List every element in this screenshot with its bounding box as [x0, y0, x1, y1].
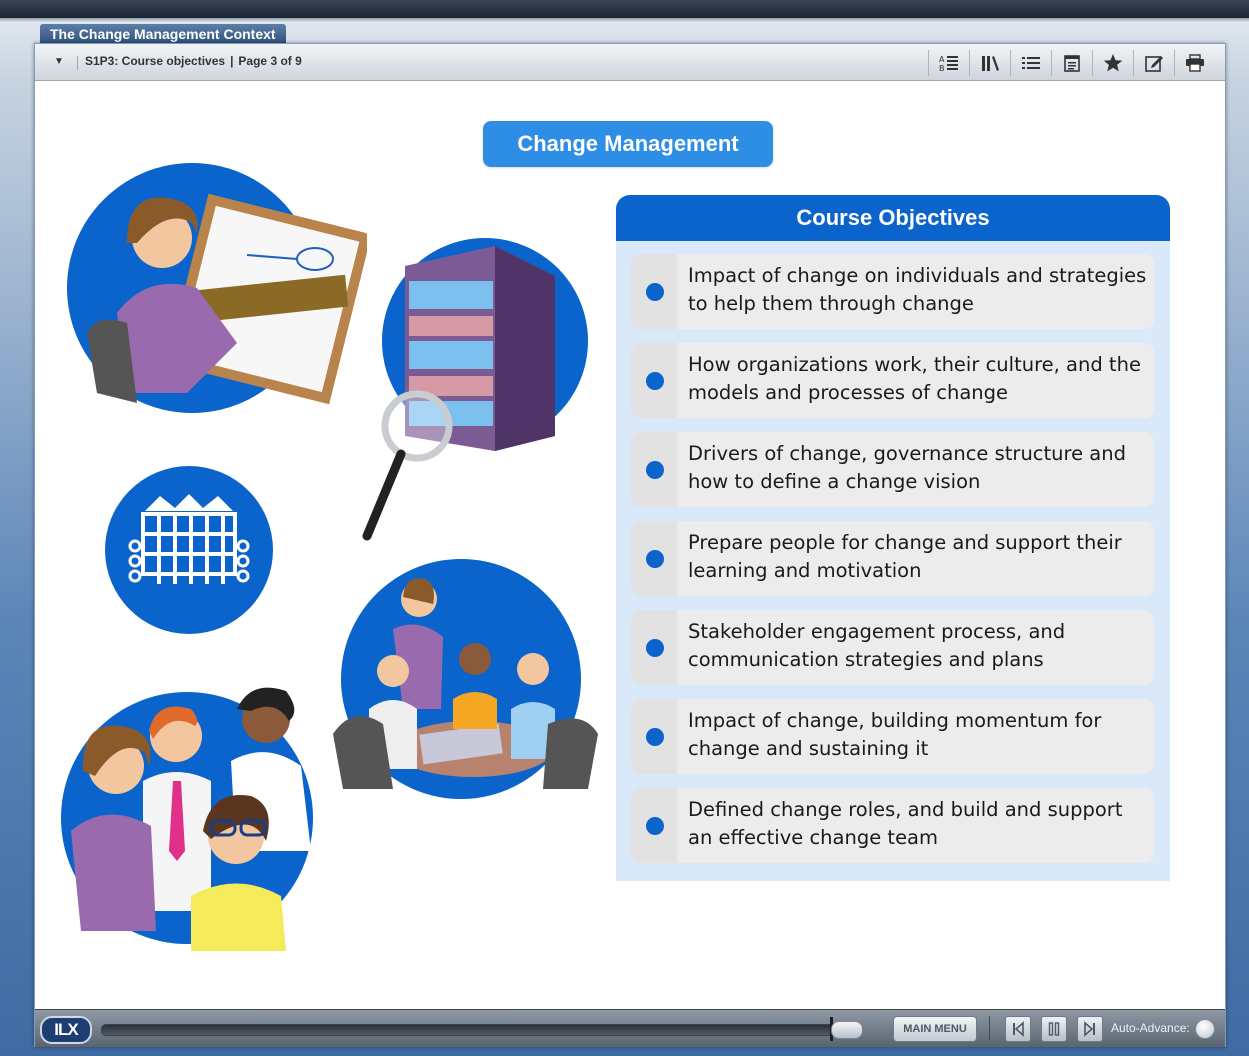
notes-edit-icon[interactable] — [1133, 50, 1174, 76]
objective-item — [631, 788, 1154, 863]
bookmark-star-icon[interactable] — [1092, 50, 1133, 76]
top-bar — [0, 0, 1249, 18]
bottom-control-bar — [35, 1009, 1225, 1047]
glossary-icon[interactable] — [928, 50, 969, 76]
auto-advance-toggle[interactable] — [1195, 1019, 1215, 1039]
bullet-dot-icon — [646, 461, 664, 479]
contents-list-icon[interactable] — [1010, 50, 1051, 76]
module-title-tab: The Change Management Context — [40, 24, 286, 44]
objective-text: Impact of change, building momentum for change and sustaining it — [688, 709, 1102, 760]
bottom-separator — [989, 1016, 990, 1040]
objective-item — [631, 343, 1154, 418]
meeting-illustration — [333, 559, 603, 799]
course-frame — [34, 43, 1226, 1047]
objective-text: How organizations work, their culture, and the models and processes of change — [688, 353, 1141, 404]
print-icon[interactable] — [1174, 50, 1215, 76]
next-page-button[interactable] — [1077, 1016, 1103, 1042]
page-info: S1P3: Course objectives | Page 3 of 9 — [85, 54, 302, 68]
previous-icon — [1006, 1017, 1030, 1041]
page-code: S1P3: Course objectives — [85, 54, 226, 68]
pause-button[interactable] — [1041, 1016, 1067, 1042]
header-separator — [77, 56, 78, 70]
auto-advance-label: Auto-Advance: — [1111, 1021, 1190, 1035]
objective-text: Prepare people for change and support their learning and motivation — [688, 531, 1122, 582]
objective-item — [631, 610, 1154, 685]
portcullis-emblem-illustration — [105, 466, 273, 634]
library-icon[interactable] — [969, 50, 1010, 76]
team-illustration — [61, 681, 321, 951]
bullet-dot-icon — [646, 728, 664, 746]
svg-text:B: B — [939, 64, 945, 73]
progress-slider-handle[interactable] — [831, 1021, 863, 1039]
page-indicator: Page 3 of 9 — [238, 54, 302, 68]
bullet-dot-icon — [646, 817, 664, 835]
previous-page-button[interactable] — [1005, 1016, 1031, 1042]
ilx-logo: ILX — [40, 1016, 92, 1044]
page-title: Change Management — [483, 121, 773, 167]
objectives-heading: Course Objectives — [616, 195, 1170, 241]
svg-text:A: A — [939, 55, 945, 64]
page-dropdown-toggle[interactable]: ▼ — [54, 56, 64, 67]
objective-item — [631, 254, 1154, 329]
toolbar — [928, 50, 1215, 76]
content-area — [35, 81, 1225, 1009]
objectives-panel — [616, 195, 1170, 881]
objective-text: Impact of change on individuals and strategies to help them through change — [688, 264, 1147, 315]
next-icon — [1078, 1017, 1102, 1041]
objective-item — [631, 521, 1154, 596]
objective-item — [631, 432, 1154, 507]
objective-text: Drivers of change, governance structure and how to define a change vision — [688, 442, 1126, 493]
objective-text: Defined change roles, and build and support an effective change team — [688, 798, 1123, 849]
objective-text: Stakeholder engagement process, and communication strategies and plans — [688, 620, 1066, 671]
bullet-dot-icon — [646, 550, 664, 568]
building-illustration — [345, 236, 595, 561]
bullet-dot-icon — [646, 372, 664, 390]
main-menu-button[interactable]: MAIN MENU — [893, 1016, 977, 1042]
notepad-icon[interactable] — [1051, 50, 1092, 76]
objective-item — [631, 699, 1154, 774]
progress-track[interactable] — [101, 1024, 863, 1036]
bullet-dot-icon — [646, 639, 664, 657]
header-bar — [35, 44, 1225, 81]
bullet-dot-icon — [646, 283, 664, 301]
designer-illustration — [67, 163, 367, 413]
pause-icon — [1042, 1017, 1066, 1041]
